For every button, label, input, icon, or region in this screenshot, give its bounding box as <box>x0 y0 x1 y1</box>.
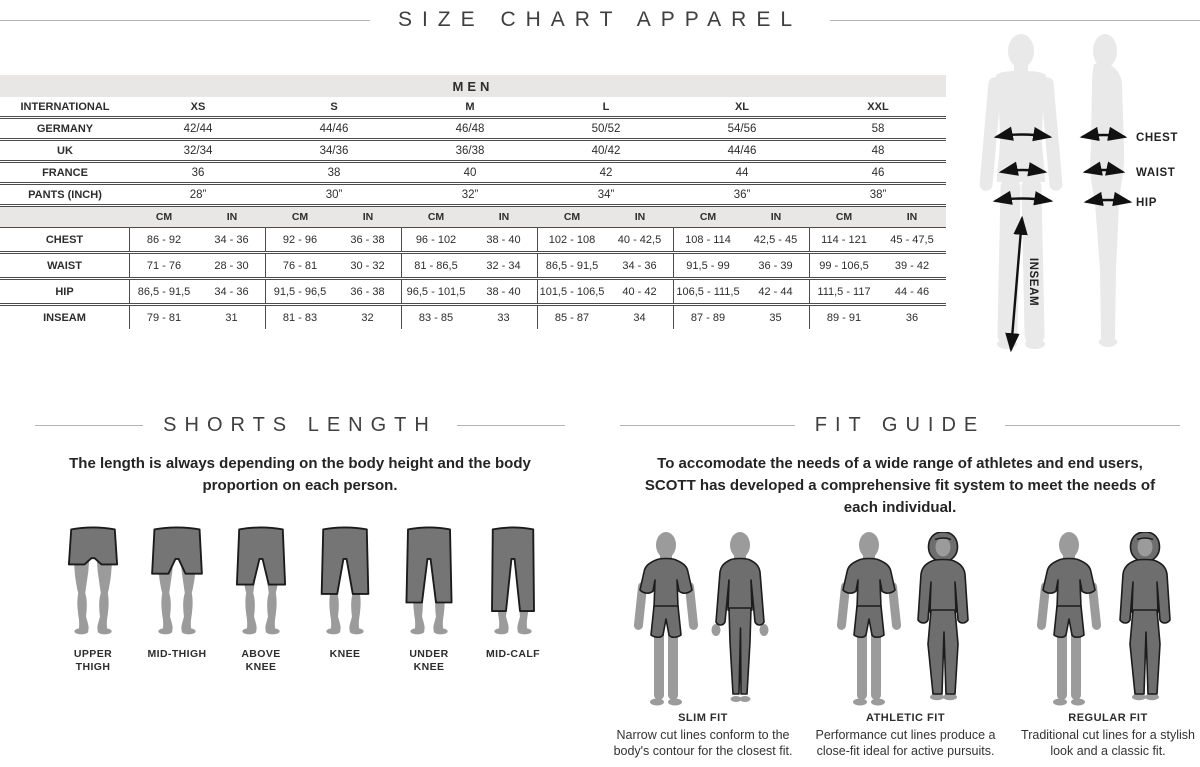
slim-fit-label: SLIM FIT <box>678 712 728 725</box>
table-cell: 44 - 46 <box>894 285 930 298</box>
shorts-length-label: KNEE <box>329 647 361 660</box>
table-cell: 30” <box>325 188 343 201</box>
shorts-section-header <box>35 414 565 437</box>
unit-header-cell: IN <box>362 211 374 223</box>
table-row <box>0 306 946 329</box>
table-row <box>0 119 946 141</box>
table-cell: 44/46 <box>319 122 349 135</box>
table-cell: 31 <box>198 306 266 329</box>
table-cell: 40/42 <box>591 144 621 157</box>
table-cell: 91,5 - 99 <box>686 259 730 272</box>
table-cell: 45 - 47,5 <box>890 233 934 246</box>
shorts-figure-knee <box>310 523 380 675</box>
table-cell: 50/52 <box>591 122 621 135</box>
unit-header-cell: CM <box>427 211 445 223</box>
front-body-silhouette <box>979 34 1063 349</box>
table-cell: 44/46 <box>727 144 757 157</box>
table-cell: 36 - 38 <box>334 280 402 303</box>
unit-header-cell: CM <box>835 211 853 223</box>
table-cell: 28” <box>189 188 207 201</box>
shorts-length-label: ABOVE KNEE <box>241 647 281 674</box>
row-label: CHEST <box>0 228 130 251</box>
table-cell: 36” <box>733 188 751 201</box>
table-cell: S <box>330 100 338 113</box>
row-label <box>0 207 130 227</box>
table-cell: 34” <box>597 188 615 201</box>
fit-group-regular <box>1021 532 1195 759</box>
table-cell: 91,5 - 96,5 <box>273 285 327 298</box>
table-cell: 34 - 36 <box>606 254 674 277</box>
table-cell: 32” <box>461 188 479 201</box>
hip-label: HIP <box>1136 197 1157 209</box>
row-label: FRANCE <box>42 166 88 179</box>
divider-line <box>0 20 370 21</box>
row-label: GERMANY <box>36 122 94 135</box>
divider-line <box>35 425 143 426</box>
row-label: HIP <box>0 280 130 303</box>
table-cell: 36 <box>191 166 205 179</box>
table-cell: 81 - 86,5 <box>414 259 458 272</box>
table-row <box>0 207 946 228</box>
slim-fit-figures <box>631 532 775 706</box>
table-cell: 106,5 - 111,5 <box>676 285 740 298</box>
chest-label: CHEST <box>1136 132 1178 144</box>
body-diagram-graphic <box>958 30 1200 365</box>
waist-label: WAIST <box>1136 167 1176 179</box>
table-cell: 54/56 <box>727 122 757 135</box>
table-cell: 58 <box>871 122 885 135</box>
table-cell: 38 - 40 <box>470 280 538 303</box>
table-cell: 114 - 121 <box>821 233 867 246</box>
slim-fit-description: Narrow cut lines conform to the body's contour for the closest fit. <box>613 728 793 759</box>
table-cell: 85 - 87 <box>554 311 590 324</box>
table-cell: 89 - 91 <box>826 311 862 324</box>
fit-figures-row <box>613 532 1195 759</box>
table-cell: 48 <box>871 144 885 157</box>
table-cell: 36/38 <box>455 144 485 157</box>
shorts-section-title: SHORTS LENGTH <box>163 414 437 436</box>
unit-header-cell: IN <box>906 211 918 223</box>
row-label: PANTS (INCH) <box>28 188 102 201</box>
table-cell: 35 <box>742 306 810 329</box>
fit-guide-section <box>600 414 1200 759</box>
unit-header-cell: IN <box>498 211 510 223</box>
fit-group-slim <box>613 532 793 759</box>
divider-line <box>1005 425 1180 426</box>
table-cell: 71 - 76 <box>146 259 182 272</box>
table-cell: 76 - 81 <box>282 259 318 272</box>
fit-section-description: To accomodate the needs of a wide range of athletes and end users, SCOTT has developed a comprehensive fit system to meet the needs of each individual. <box>644 455 1156 516</box>
inseam-label: INSEAM <box>1027 257 1039 307</box>
table-cell: 38 <box>327 166 341 179</box>
table-cell: 86,5 - 91,5 <box>137 285 191 298</box>
table-cell: 99 - 106,5 <box>819 259 869 272</box>
table-cell: 34/36 <box>319 144 349 157</box>
shorts-figures-row <box>58 523 548 675</box>
table-cell: 28 - 30 <box>198 254 266 277</box>
table-cell: 36 - 39 <box>742 254 810 277</box>
shorts-section-description: The length is always depending on the body height and the body proportion on each person. <box>69 455 531 494</box>
table-row <box>0 254 946 280</box>
row-label: UK <box>57 144 73 157</box>
table-row <box>0 141 946 163</box>
table-cell: 33 <box>470 306 538 329</box>
shorts-figure-mid-calf <box>478 523 548 675</box>
table-cell: XL <box>734 100 750 113</box>
fit-section-header <box>620 414 1180 437</box>
table-cell: 96 - 102 <box>415 233 457 246</box>
table-cell: 87 - 89 <box>690 311 726 324</box>
unit-header-cell: CM <box>155 211 173 223</box>
table-cell: 39 - 42 <box>894 259 930 272</box>
table-cell: 32 <box>334 306 402 329</box>
body-measurement-diagram <box>958 30 1200 365</box>
table-row <box>0 280 946 306</box>
table-cell: 38” <box>869 188 887 201</box>
shorts-length-section <box>0 414 600 675</box>
shorts-length-label: UNDER KNEE <box>409 647 449 674</box>
table-cell: 36 - 38 <box>334 228 402 251</box>
table-cell: 30 - 32 <box>334 254 402 277</box>
table-cell: 36 <box>905 311 919 324</box>
divider-line <box>830 20 1200 21</box>
athletic-fit-description: Performance cut lines produce a close-fit ideal for active pursuits. <box>815 728 996 759</box>
divider-line <box>457 425 565 426</box>
table-row <box>0 163 946 185</box>
table-cell: 42 - 44 <box>742 280 810 303</box>
shorts-length-label: MID-THIGH <box>147 647 207 660</box>
shorts-figure-mid-thigh <box>142 523 212 675</box>
regular-fit-label: REGULAR FIT <box>1068 712 1148 725</box>
table-cell: 34 <box>606 306 674 329</box>
table-cell: 32 - 34 <box>470 254 538 277</box>
table-cell: 79 - 81 <box>146 311 182 324</box>
divider-line <box>620 425 795 426</box>
unit-header-cell: CM <box>563 211 581 223</box>
table-cell: 38 - 40 <box>470 228 538 251</box>
table-cell: 101,5 - 106,5 <box>539 285 605 298</box>
table-cell: 111,5 - 117 <box>817 285 871 298</box>
table-cell: 42,5 - 45 <box>742 228 810 251</box>
table-cell: 92 - 96 <box>282 233 318 246</box>
row-label: INTERNATIONAL <box>20 100 110 113</box>
table-cell: 102 - 108 <box>548 233 596 246</box>
shorts-figure-under-knee <box>394 523 464 675</box>
table-cell: XXL <box>867 100 889 113</box>
row-label: INSEAM <box>0 306 130 329</box>
shorts-length-label: MID-CALF <box>486 647 540 660</box>
unit-header-cell: IN <box>634 211 646 223</box>
table-row <box>0 97 946 119</box>
table-cell: 44 <box>735 166 749 179</box>
athletic-fit-label: ATHLETIC FIT <box>865 712 946 725</box>
side-body-silhouette <box>1090 34 1124 347</box>
table-cell: 42 <box>599 166 613 179</box>
table-row <box>0 228 946 254</box>
unit-header-cell: IN <box>770 211 782 223</box>
fit-group-athletic <box>815 532 996 759</box>
table-cell: 40 - 42,5 <box>606 228 674 251</box>
table-cell: XS <box>190 100 206 113</box>
fit-section-title: FIT GUIDE <box>814 414 986 436</box>
size-table <box>0 75 946 329</box>
shorts-length-label: UPPER THIGH <box>73 647 113 674</box>
table-cell: 42/44 <box>183 122 213 135</box>
shorts-figure-above-knee <box>226 523 296 675</box>
shorts-figure-upper-thigh <box>58 523 128 675</box>
athletic-fit-figures <box>834 532 978 706</box>
table-cell: 86,5 - 91,5 <box>545 259 599 272</box>
unit-header-cell: CM <box>699 211 717 223</box>
table-cell: 32/34 <box>183 144 213 157</box>
table-cell: 46/48 <box>455 122 485 135</box>
table-cell: 40 - 42 <box>606 280 674 303</box>
table-cell: 34 - 36 <box>198 280 266 303</box>
row-label: WAIST <box>0 254 130 277</box>
regular-fit-figures <box>1034 532 1182 706</box>
table-cell: M <box>465 100 475 113</box>
table-cell: 40 <box>463 166 477 179</box>
table-cell: 86 - 92 <box>146 233 182 246</box>
table-cell: 108 - 114 <box>685 233 731 246</box>
table-gender-header: MEN <box>0 75 946 97</box>
table-cell: 96,5 - 101,5 <box>406 285 466 298</box>
table-cell: 81 - 83 <box>282 311 318 324</box>
unit-header-cell: CM <box>291 211 309 223</box>
unit-header-cell: IN <box>226 211 238 223</box>
table-row <box>0 185 946 207</box>
table-cell: L <box>602 100 610 113</box>
table-cell: 83 - 85 <box>418 311 454 324</box>
regular-fit-description: Traditional cut lines for a stylish look and a classic fit. <box>1021 728 1195 759</box>
table-cell: 46 <box>871 166 885 179</box>
page-header <box>0 8 1200 32</box>
page-title: SIZE CHART APPAREL <box>397 8 803 31</box>
table-cell: 34 - 36 <box>198 228 266 251</box>
